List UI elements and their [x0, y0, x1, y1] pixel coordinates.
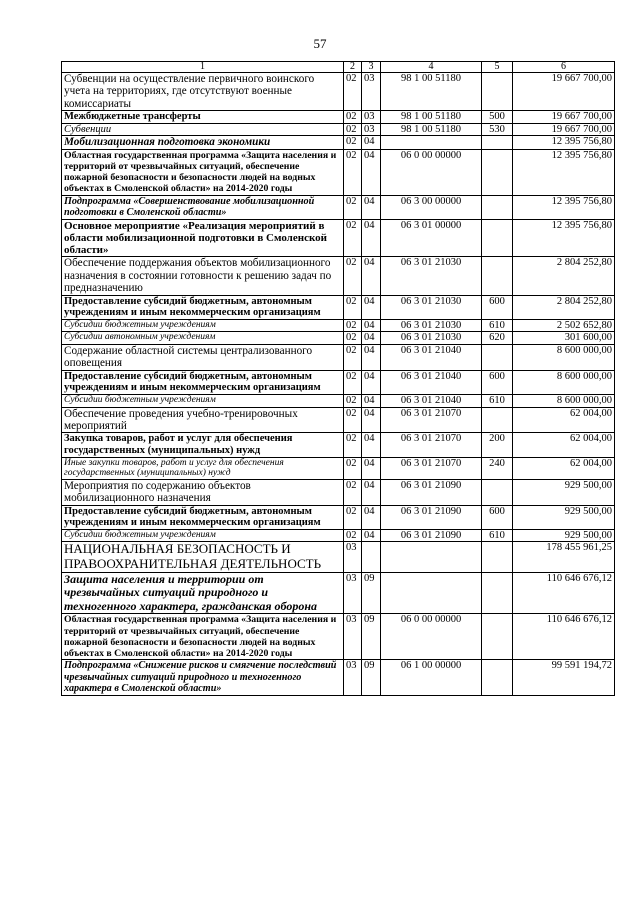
target-article-cell — [381, 542, 482, 572]
table-row — [62, 73, 615, 111]
target-article-cell: 98 1 00 51180 — [381, 73, 482, 111]
section-code-cell: 02 — [344, 111, 362, 124]
table-row — [62, 433, 615, 457]
header-cell: 6 — [513, 62, 615, 73]
subsection-code-cell: 04 — [362, 319, 381, 332]
subsection-code-cell: 03 — [362, 111, 381, 124]
subsection-code-cell: 04 — [362, 257, 381, 295]
row-name-cell: Содержание областной системы централизованного оповещения — [62, 345, 344, 371]
subsection-code-cell: 04 — [362, 407, 381, 433]
header-cell: 1 — [62, 62, 344, 73]
section-code-cell: 02 — [344, 407, 362, 433]
table-row — [62, 479, 615, 505]
section-code-cell: 02 — [344, 332, 362, 345]
row-name-cell: Предоставление субсидий бюджетным, автономным учреждениям и иным некоммерческим организациям — [62, 295, 344, 319]
amount-cell: 12 395 756,80 — [513, 136, 615, 149]
table-row — [62, 660, 615, 696]
target-article-cell: 06 3 01 00000 — [381, 219, 482, 257]
amount-cell: 99 591 194,72 — [513, 660, 615, 696]
amount-cell: 2 804 252,80 — [513, 295, 615, 319]
row-name-cell: Областная государственная программа «Защита населения и территорий от чрезвычайных ситуаций, обеспечение пожарной безопасности и безопасности людей на водных объектах в Смоленской области» на 2014-2020 годы — [62, 149, 344, 195]
expense-type-cell: 600 — [482, 295, 513, 319]
row-name-cell: Иные закупки товаров, работ и услуг для обеспечения государственных (муниципальных) нужд — [62, 457, 344, 479]
expense-type-cell — [482, 542, 513, 572]
subsection-code-cell: 04 — [362, 345, 381, 371]
table-row — [62, 123, 615, 136]
table-row — [62, 295, 615, 319]
expense-type-cell: 610 — [482, 319, 513, 332]
row-name-cell: Субвенции — [62, 123, 344, 136]
target-article-cell: 06 3 01 21040 — [381, 395, 482, 408]
amount-cell: 62 004,00 — [513, 433, 615, 457]
subsection-code-cell: 04 — [362, 149, 381, 195]
target-article-cell: 06 3 01 21040 — [381, 345, 482, 371]
expense-type-cell — [482, 73, 513, 111]
target-article-cell: 98 1 00 51180 — [381, 111, 482, 124]
header-cell: 4 — [381, 62, 482, 73]
amount-cell: 929 500,00 — [513, 529, 615, 542]
subsection-code-cell: 04 — [362, 395, 381, 408]
amount-cell: 19 667 700,00 — [513, 123, 615, 136]
budget-table — [61, 61, 615, 696]
table-row — [62, 257, 615, 295]
expense-type-cell: 600 — [482, 505, 513, 529]
expense-type-cell — [482, 149, 513, 195]
row-name-cell: Предоставление субсидий бюджетным, автономным учреждениям и иным некоммерческим организациям — [62, 505, 344, 529]
target-article-cell: 06 3 01 21070 — [381, 457, 482, 479]
section-code-cell: 02 — [344, 123, 362, 136]
section-code-cell: 02 — [344, 529, 362, 542]
target-article-cell: 06 3 01 21090 — [381, 505, 482, 529]
expense-type-cell — [482, 407, 513, 433]
row-name-cell: Мероприятия по содержанию объектов мобилизационного назначения — [62, 479, 344, 505]
section-code-cell: 03 — [344, 572, 362, 614]
table-row — [62, 319, 615, 332]
table-row — [62, 407, 615, 433]
row-name-cell: НАЦИОНАЛЬНАЯ БЕЗОПАСНОСТЬ И ПРАВООХРАНИТЕЛЬНАЯ ДЕЯТЕЛЬНОСТЬ — [62, 542, 344, 572]
amount-cell: 8 600 000,00 — [513, 395, 615, 408]
header-cell: 3 — [362, 62, 381, 73]
row-name-cell: Областная государственная программа «Защита населения и территорий от чрезвычайных ситуаций, обеспечение пожарной безопасности и безопасности людей на водных объектах в Смоленской области» на 2014-2020 годы — [62, 614, 344, 660]
table-row — [62, 111, 615, 124]
expense-type-cell — [482, 257, 513, 295]
table-row — [62, 572, 615, 614]
expense-type-cell: 610 — [482, 529, 513, 542]
target-article-cell — [381, 136, 482, 149]
row-name-cell: Защита населения и территории от чрезвычайных ситуаций природного и техногенного характера, гражданская оборона — [62, 572, 344, 614]
row-name-cell: Межбюджетные трансферты — [62, 111, 344, 124]
row-name-cell: Закупка товаров, работ и услуг для обеспечения государственных (муниципальных) нужд — [62, 433, 344, 457]
section-code-cell: 02 — [344, 219, 362, 257]
section-code-cell: 02 — [344, 73, 362, 111]
row-name-cell: Основное мероприятие «Реализация мероприятий в области мобилизационной подготовки в Смоленской области» — [62, 219, 344, 257]
subsection-code-cell: 04 — [362, 295, 381, 319]
row-name-cell: Мобилизационная подготовка экономики — [62, 136, 344, 149]
section-code-cell: 03 — [344, 614, 362, 660]
page-number: 57 — [313, 36, 327, 51]
expense-type-cell: 200 — [482, 433, 513, 457]
section-code-cell: 02 — [344, 370, 362, 394]
target-article-cell: 06 1 00 00000 — [381, 660, 482, 696]
table-row — [62, 195, 615, 219]
amount-cell: 12 395 756,80 — [513, 149, 615, 195]
table-header-row — [62, 62, 615, 73]
subsection-code-cell: 04 — [362, 505, 381, 529]
subsection-code-cell: 04 — [362, 219, 381, 257]
target-article-cell: 06 3 01 21030 — [381, 332, 482, 345]
expense-type-cell: 240 — [482, 457, 513, 479]
amount-cell: 8 600 000,00 — [513, 345, 615, 371]
amount-cell: 929 500,00 — [513, 479, 615, 505]
target-article-cell: 06 3 01 21070 — [381, 433, 482, 457]
expense-type-cell — [482, 195, 513, 219]
section-code-cell: 03 — [344, 542, 362, 572]
expense-type-cell — [482, 479, 513, 505]
table-row — [62, 542, 615, 572]
section-code-cell: 02 — [344, 136, 362, 149]
target-article-cell: 06 3 01 21030 — [381, 257, 482, 295]
subsection-code-cell: 03 — [362, 73, 381, 111]
expense-type-cell — [482, 572, 513, 614]
target-article-cell: 06 3 01 21030 — [381, 319, 482, 332]
subsection-code-cell: 04 — [362, 332, 381, 345]
target-article-cell — [381, 572, 482, 614]
amount-cell: 2 502 652,80 — [513, 319, 615, 332]
header-cell: 5 — [482, 62, 513, 73]
target-article-cell: 06 3 01 21040 — [381, 370, 482, 394]
target-article-cell: 98 1 00 51180 — [381, 123, 482, 136]
amount-cell: 19 667 700,00 — [513, 73, 615, 111]
section-code-cell: 02 — [344, 433, 362, 457]
subsection-code-cell: 04 — [362, 370, 381, 394]
row-name-cell: Субсидии бюджетным учреждениям — [62, 395, 344, 408]
target-article-cell: 06 0 00 00000 — [381, 149, 482, 195]
amount-cell: 62 004,00 — [513, 457, 615, 479]
subsection-code-cell: 04 — [362, 529, 381, 542]
subsection-code-cell: 04 — [362, 433, 381, 457]
subsection-code-cell — [362, 542, 381, 572]
expense-type-cell — [482, 660, 513, 696]
expense-type-cell: 620 — [482, 332, 513, 345]
subsection-code-cell: 09 — [362, 614, 381, 660]
section-code-cell: 02 — [344, 149, 362, 195]
expense-type-cell: 610 — [482, 395, 513, 408]
target-article-cell: 06 3 01 21090 — [381, 529, 482, 542]
expense-type-cell — [482, 614, 513, 660]
target-article-cell: 06 3 01 21030 — [381, 295, 482, 319]
row-name-cell: Подпрограмма «Совершенствование мобилизационной подготовки в Смоленской области» — [62, 195, 344, 219]
target-article-cell: 06 3 01 21090 — [381, 479, 482, 505]
subsection-code-cell: 04 — [362, 195, 381, 219]
expense-type-cell: 500 — [482, 111, 513, 124]
table-row — [62, 136, 615, 149]
table-row — [62, 219, 615, 257]
table-row — [62, 370, 615, 394]
table-row — [62, 345, 615, 371]
section-code-cell: 02 — [344, 395, 362, 408]
section-code-cell: 02 — [344, 345, 362, 371]
row-name-cell: Обеспечение проведения учебно-тренировочных мероприятий — [62, 407, 344, 433]
amount-cell: 178 455 961,25 — [513, 542, 615, 572]
section-code-cell: 02 — [344, 457, 362, 479]
table-row — [62, 505, 615, 529]
section-code-cell: 02 — [344, 295, 362, 319]
subsection-code-cell: 09 — [362, 660, 381, 696]
amount-cell: 12 395 756,80 — [513, 195, 615, 219]
amount-cell: 19 667 700,00 — [513, 111, 615, 124]
row-name-cell: Обеспечение поддержания объектов мобилизационного назначения в состоянии готовности к решению задач по предназначению — [62, 257, 344, 295]
table-row — [62, 332, 615, 345]
row-name-cell: Подпрограмма «Снижение рисков и смягчение последствий чрезвычайных ситуаций природного и техногенного характера в Смоленской области» — [62, 660, 344, 696]
table-row — [62, 614, 615, 660]
amount-cell: 929 500,00 — [513, 505, 615, 529]
header-cell: 2 — [344, 62, 362, 73]
row-name-cell: Субсидии бюджетным учреждениям — [62, 319, 344, 332]
subsection-code-cell: 04 — [362, 457, 381, 479]
section-code-cell: 02 — [344, 195, 362, 219]
amount-cell: 301 600,00 — [513, 332, 615, 345]
subsection-code-cell: 04 — [362, 136, 381, 149]
section-code-cell: 02 — [344, 479, 362, 505]
amount-cell: 12 395 756,80 — [513, 219, 615, 257]
table-row — [62, 457, 615, 479]
expense-type-cell — [482, 136, 513, 149]
subsection-code-cell: 03 — [362, 123, 381, 136]
subsection-code-cell: 04 — [362, 479, 381, 505]
target-article-cell: 06 3 00 00000 — [381, 195, 482, 219]
expense-type-cell: 530 — [482, 123, 513, 136]
row-name-cell: Субвенции на осуществление первичного воинского учета на территориях, где отсутствуют военные комиссариаты — [62, 73, 344, 111]
section-code-cell: 03 — [344, 660, 362, 696]
row-name-cell: Субсидии бюджетным учреждениям — [62, 529, 344, 542]
amount-cell: 8 600 000,00 — [513, 370, 615, 394]
subsection-code-cell: 09 — [362, 572, 381, 614]
row-name-cell: Субсидии автономным учреждениям — [62, 332, 344, 345]
expense-type-cell: 600 — [482, 370, 513, 394]
amount-cell: 110 646 676,12 — [513, 614, 615, 660]
section-code-cell: 02 — [344, 319, 362, 332]
table-row — [62, 149, 615, 195]
expense-type-cell — [482, 345, 513, 371]
amount-cell: 62 004,00 — [513, 407, 615, 433]
table-row — [62, 529, 615, 542]
section-code-cell: 02 — [344, 257, 362, 295]
amount-cell: 110 646 676,12 — [513, 572, 615, 614]
target-article-cell: 06 0 00 00000 — [381, 614, 482, 660]
expense-type-cell — [482, 219, 513, 257]
target-article-cell: 06 3 01 21070 — [381, 407, 482, 433]
table-row — [62, 395, 615, 408]
row-name-cell: Предоставление субсидий бюджетным, автономным учреждениям и иным некоммерческим организациям — [62, 370, 344, 394]
amount-cell: 2 804 252,80 — [513, 257, 615, 295]
section-code-cell: 02 — [344, 505, 362, 529]
